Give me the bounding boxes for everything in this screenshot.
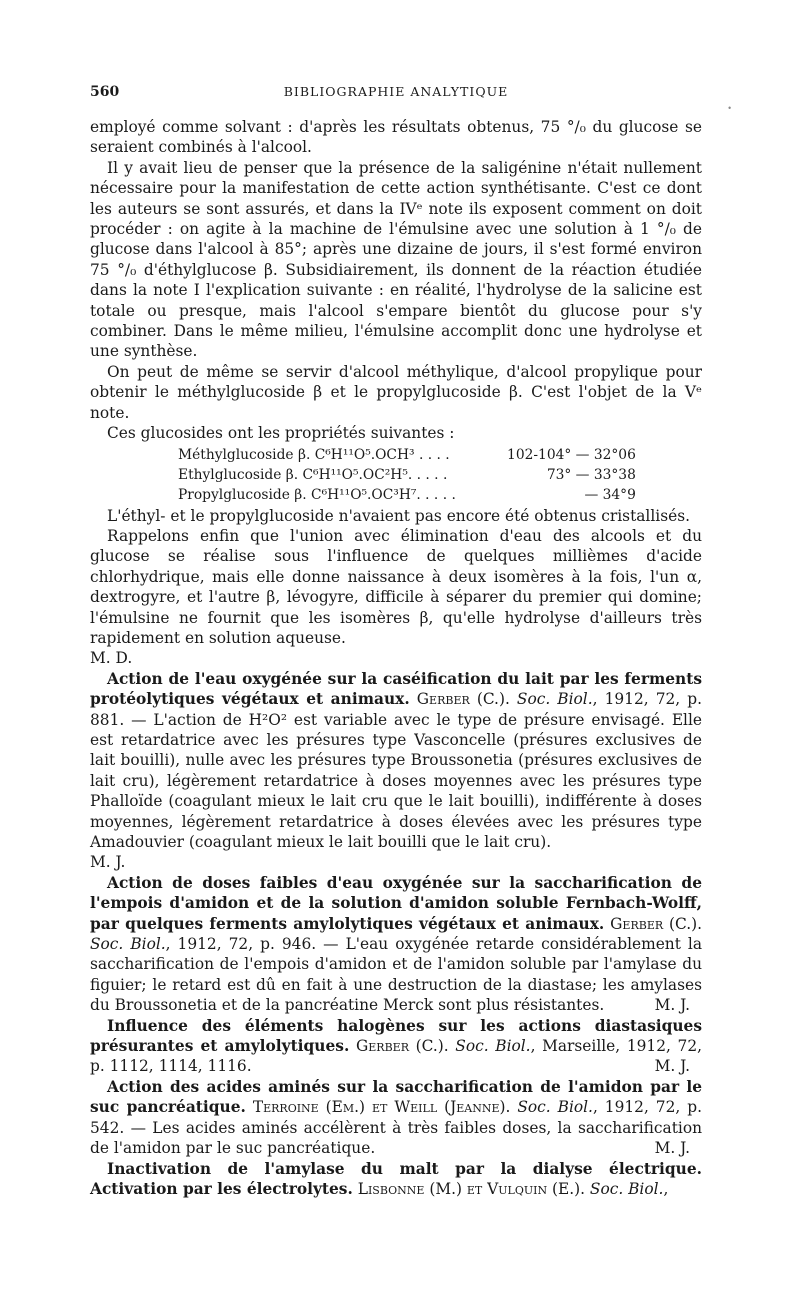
bibliography-entry [90,1159,702,1200]
entry-ref: , 1912, 72, p. 946. — [165,935,346,954]
entry-author: Gerber (C.). [610,914,702,933]
table-cell: 73° — 33°38 [546,466,636,483]
margin-dot: • [727,104,732,113]
bibliography-entry [90,1016,702,1077]
page-body [90,117,702,1199]
entry-ref: , 1912, 72, p. 542. — [90,1098,702,1137]
signature: M. J. [654,1139,690,1158]
entry-journal: Soc. Biol. [517,1098,593,1117]
bibliography-entry [90,873,702,1016]
entry-text: L'action de H²O² est variable avec le type de présure envisagé. Elle est retardatrice avec les présures type Vasconcelle (présures exclusives de lait bouilli), nulle avec les présures type Broussonetia (présures exclusives de lait cru), légèrement retardatrice à doses moyennes avec les présures type Phalloïde (coagulant mieux le lait cru que le lait bouilli), indifférente à doses moyennes, légèrement retardatrice à doses élevées avec les présures type Amadouvier (coagulant mieux le lait bouilli que le lait cru). [90,710,703,851]
entry-author: Gerber (C.). [416,690,510,709]
paragraph: employé comme solvant : d'après les résultats obtenus, 75 °/₀ du glucose se seraient combinés à l'alcool. [90,118,702,157]
entry-author: Terroine (Em.) et Weill (Jeanne). [252,1098,511,1117]
signature: M. J. [654,996,690,1015]
page-number: 560 [90,84,120,100]
entry-text: Les acides aminés accélèrent à très faibles doses, la saccharification de l'amidon par le suc pancréatique. [90,1118,702,1158]
entry-title: Influence des éléments halogènes sur les actions diastasiques présurantes et amylolytiques. [90,1016,702,1056]
glucoside-table [178,445,636,505]
signature: M. J. [654,1057,690,1076]
entry-journal: Soc. Biol. [589,1179,664,1198]
bibliography-entry [90,1077,702,1159]
entry-title: Action des acides aminés sur la saccharification de l'amidon par le suc pancréatique. [90,1077,702,1117]
table-row [178,465,636,485]
paragraph: On peut de même se servir d'alcool méthylique, d'alcool propylique pour obtenir le méthylglucoside β et le propylglucoside β. C'est l'objet de la Vᵉ note. [90,362,702,422]
entry-title: Action de doses faibles d'eau oxygénée sur la saccharification de l'empois d'amidon et de la solution d'amidon soluble Fernbach-Wolff, par quelques ferments amylolytiques végétaux et animaux. [90,873,702,933]
entry-journal: Soc. Biol. [455,1037,531,1056]
bibliography-entry [90,669,702,853]
table-cell: — 34°9 [584,486,636,503]
entry-title: Inactivation de l'amylase du malt par la dialyse électrique. Activation par les électrolytes. [90,1159,702,1198]
paragraph: Il y avait lieu de penser que la présence de la saligénine n'était nullement nécessaire pour la manifestation de cette action synthétisante. C'est ce dont les auteurs se sont assurés, et dans la IVᵉ note ils exposent comment on doit procéder : on agite à la machine de l'émulsine avec une solution à 1 °/₀ de glucose dans l'alcool à 85°; après une dizaine de jours, il s'est formé environ 75 °/₀ d'éthylglucose β. Subsidiairement, ils donnent de la réaction étudiée dans la note I l'explication suivante : en réalité, l'hydrolyse de la salicine est totale ou presque, mais l'alcool s'empare bientôt du glucose pour s'y combiner. Dans le même milieu, l'émulsine accomplit donc une hydrolyse et une synthèse. [90,158,702,361]
entry-author: Lisbonne (M.) et Vulquin (E.). [357,1179,585,1198]
running-head: BIBLIOGRAPHIE ANALYTIQUE [283,84,509,99]
entry-ref: , Marseille, 1912, 72, p. 1112, 1114, 1116. [90,1037,703,1076]
table-cell: Ethylglucoside β. C⁶H¹¹O⁵.OC²H⁵. . . . . [178,466,448,483]
table-row [178,485,636,505]
entry-ref: , [663,1179,669,1198]
table-cell: Méthylglucoside β. C⁶H¹¹O⁵.OCH³ . . . . [178,446,450,463]
table-row [178,445,636,465]
table-cell: 102-104° — 32°06 [507,446,636,463]
entry-text: L'eau oxygénée retarde considérablement la saccharification de l'empois d'amidon et de l'amidon soluble par l'amylase du figuier; le retard est dû en fait à une destruction de la diastase; les amylases du Broussonetia et de la pancréatine Merck sont plus résistantes. [90,935,703,1015]
entry-title: Action de l'eau oxygénée sur la caséification du lait par les ferments protéolytiques végétaux et animaux. [90,669,702,709]
paragraph: Ces glucosides ont les propriétés suivantes : [107,424,455,443]
paragraph: Rappelons enfin que l'union avec élimination d'eau des alcools et du glucose se réalise sous l'influence de quelques millièmes d'acide chlorhydrique, mais elle donne naissance à deux isomères à la fois, l'un α, dextrogyre, et l'autre β, lévogyre, difficile à séparer du premier qui domine; l'émulsine ne fournit que les isomères β, qu'elle hydrolyse d'ailleurs très rapidement en solution aqueuse. [90,526,702,647]
entry-journal: Soc. Biol. [90,935,166,954]
entry-author: Gerber (C.). [355,1037,449,1056]
page-header [90,84,732,113]
entry-journal: Soc. Biol. [516,690,593,709]
entry-ref: , 1912, 72, p. 881. — [90,690,702,729]
signature: M. D. [90,649,133,668]
signature: M. J. [90,853,126,872]
paragraph: L'éthyl- et le propylglucoside n'avaient pas encore été obtenus cristallisés. [107,506,690,525]
table-cell: Propylglucoside β. C⁶H¹¹O⁵.OC³H⁷. . . . . [178,486,456,503]
